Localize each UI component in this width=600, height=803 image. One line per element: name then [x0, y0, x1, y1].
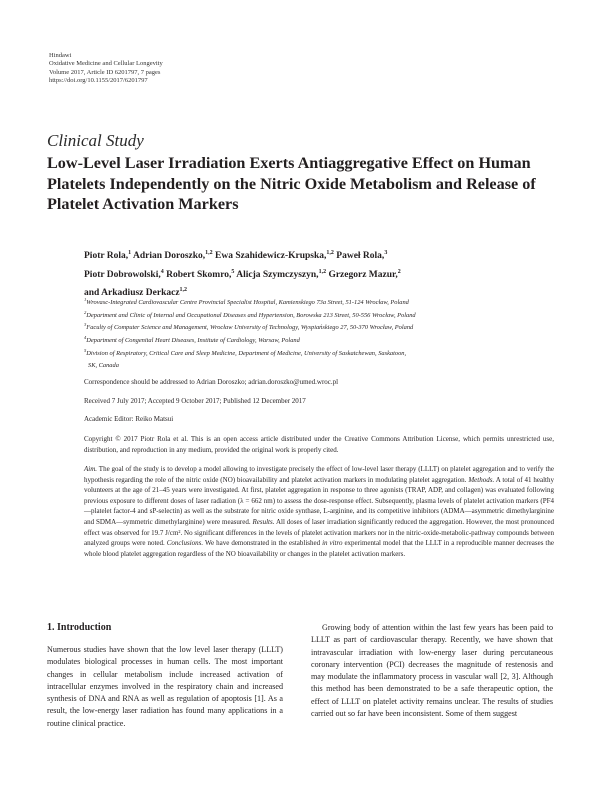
affiliation-text: Department of Congenital Heart Diseases, Institute of Cardiology, Warsaw, Poland: [86, 337, 300, 344]
affiliation-number: 4: [84, 334, 87, 340]
abstract-conclusions-end: experimental model that the LLLT in a reproducible manner decreases the whole blood platelet aggregation regardless of the NO bioavailability or changes in the platelet activation markers.: [84, 539, 554, 558]
abstract-label-conclusions: Conclusions.: [166, 539, 204, 548]
author: Paweł Rola,: [336, 251, 385, 262]
body-text-right-column: [311, 622, 553, 720]
in-vitro-term: in vitro: [322, 539, 343, 548]
affiliation: [84, 358, 544, 371]
affiliation-text: Faculty of Computer Science and Management, Wrocław University of Technology, Wyspiańskiego 27, 50-370 Wrocław, Poland: [86, 324, 414, 332]
affiliation: [84, 333, 544, 346]
author: and Arkadiusz Derkacz: [84, 288, 180, 299]
affiliation-text: SK, Canada: [88, 362, 119, 370]
section-heading-introduction: 1. Introduction: [47, 622, 112, 633]
affiliation-number: 5: [84, 347, 87, 353]
author-affil-ref: 1,2: [179, 287, 188, 294]
affiliation: [84, 295, 544, 308]
volume-info: Volume 2017, Article ID 6201797, 7 pages: [49, 68, 161, 76]
license-statement: Copyright © 2017 Piotr Rola et al. This is an open access article distributed under the Creative Commons Attribution License, which permits unrestricted use, distribution, and reproduction in any medium, provided the original work is properly cited.: [84, 435, 554, 454]
affiliation: [84, 320, 544, 333]
abstract-conclusions: We have demonstrated in the established: [203, 539, 323, 548]
academic-editor: Academic Editor: Reiko Matsui: [84, 415, 174, 423]
author: Robert Skomro,: [166, 269, 232, 280]
author: Ewa Szahidewicz-Krupska,: [215, 251, 327, 262]
author-affil-ref: 1,2: [326, 250, 334, 256]
body-paragraph: Growing body of attention within the last few years has been paid to LLLT as part of cardiovascular therapy. Recently, we have shown that intravascular irradiation with low-energy laser during percutaneous coronary intervention (PCI) decreases the magnitude of restenosis and may modulate the inflammatory process in vascular wall [2, 3]. Although this method has been demonstrated to be a safe therapeutic option, the effect of LLLT on platelet activity remains unclear. The results of studies carried out so far have been inconsistent. Some of them suggest: [311, 623, 553, 719]
affiliation-text: Department and Clinic of Internal and Occupational Diseases and Hypertension, Borowska 213 Street, 50-556 Wrocław, Poland: [86, 311, 416, 319]
author-affil-ref: 1: [128, 250, 132, 256]
article-type: Clinical Study: [47, 131, 144, 150]
author: Grzegorz Mazur,: [328, 269, 398, 280]
affiliation: [84, 346, 544, 359]
abstract-label-results: Results.: [252, 517, 275, 526]
author-affil-ref: 3: [384, 250, 388, 256]
abstract-results: All doses of laser irradiation significantly reduced the aggregation. However, the most pronounced effect was observed for 19.7 J/cm². No significant differences in the levels of platelet activation markers nor in the nitric-oxide-metabolic-pathway compounds between analyzed groups were noted.: [84, 517, 554, 548]
affiliation-number: 3: [84, 322, 87, 328]
author: Piotr Rola,: [84, 251, 129, 262]
affiliation: [84, 308, 544, 321]
author-affil-ref: 2: [397, 268, 401, 275]
affiliation-list: [84, 295, 544, 371]
author-affil-ref: 4: [160, 268, 164, 275]
abstract-aim: The goal of the study is to develop a model allowing to investigate precisely the effect of low-level laser therapy (LLLT) on platelet aggregation and to verify the hypothesis regarding the role of the nitric oxide (NO) bioavailability and platelet activation markers in modulating platelet aggregation.: [84, 465, 554, 484]
journal-name: Oxidative Medicine and Cellular Longevity: [49, 60, 163, 68]
abstract-label-methods: Methods.: [468, 475, 495, 484]
author-list: [84, 246, 554, 302]
affiliation-number: 2: [84, 309, 87, 315]
affiliation-text: Wrovasc-Integrated Cardiovascular Centre Provincial Specialist Hospital, Kamienskiego 73a Street, 51-124 Wrocław, Poland: [86, 299, 409, 307]
publisher-name: Hindawi: [49, 52, 72, 59]
author-affil-ref: 1,2: [205, 250, 213, 256]
abstract-label-aim: Aim.: [84, 465, 98, 473]
affiliation-text: Division of Respiratory, Critical Care and Sleep Medicine, Department of Medicine, University of Saskatchewan, Saskatoon,: [86, 349, 407, 357]
author: Piotr Dobrowolski,: [84, 269, 161, 280]
author: Adrian Doroszko,: [133, 251, 206, 262]
doi-link[interactable]: https://doi.org/10.1155/2017/6201797: [49, 76, 148, 84]
abstract: [84, 464, 554, 559]
journal-header: [49, 52, 163, 85]
author: Alicja Szymczyszyn,: [236, 269, 319, 280]
author-affil-ref: 5: [231, 268, 235, 275]
body-text-left-column: Numerous studies have shown that the low level laser therapy (LLLT) modulates biological processes in human cells. The most important changes in cellular metabolism include increased activation of intracellular enzymes involved in the respiratory chain and increased synthesis of DNA and RNA as well as regulation of apoptosis [1]. As a result, the low-energy laser radiation has found many applications in a routine clinical practice.: [47, 645, 283, 728]
article-title: Low-Level Laser Irradiation Exerts Antiaggregative Effect on Human Platelets Independently on the Nitric Oxide Metabolism and Release of Platelet Activation Markers: [47, 154, 536, 213]
affiliation-number: 1: [84, 297, 87, 302]
author-affil-ref: 1,2: [318, 268, 327, 275]
correspondence: Correspondence should be addressed to Adrian Doroszko; adrian.doroszko@umed.wroc.pl: [84, 378, 339, 386]
abstract-methods: A total of 41 healthy volunteers at the age of 21–45 years were investigated. At first, platelet aggregation in response to three agonists (TRAP, ADP, and collagen) was evaluated following previous exposure to different doses of laser radiation (λ = 662 nm) to assess the dose-response effect. Subsequently, plasma levels of platelet activation markers (PF4—platelet factor-4 and sP-selectin) as well as the substrate for nitric oxide synthase, L-arginine, and its competitive inhibitors (ADMA—asymmetric dimethylarginine and SDMA—symmetric dimethylarginine) were measured.: [84, 475, 554, 526]
article-dates: Received 7 July 2017; Accepted 9 October 2017; Published 12 December 2017: [84, 397, 306, 405]
